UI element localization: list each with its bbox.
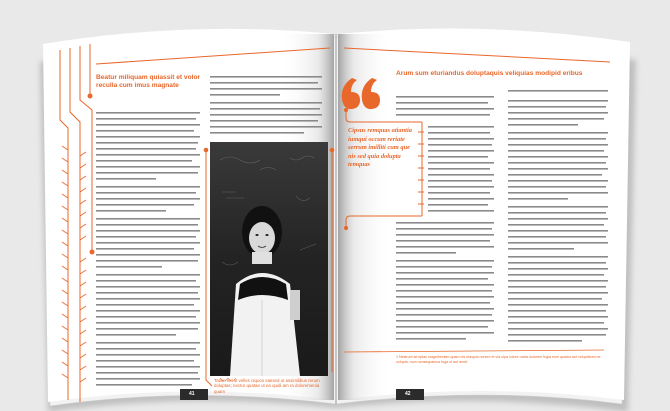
left-heading: Beatur miliquam quiassit et volor reculla cum imus magnate (96, 74, 201, 89)
footnote: 1 Nestrum ist eptas magniheniam quam nis esequis nonem et vid ulpa volore nobis dolorem fugia eum quiatur aut voluptatum ne volupta, num nonsequamus fuga ut aut amet. (396, 355, 601, 364)
left-page-number: 41 (189, 391, 195, 397)
right-page (338, 29, 630, 400)
photo-caption: Tation vel ut velles niquos saesed ut assimilibus rerum doluptas; nectur quatae ut ea quidi am ra doloremenia quam (214, 378, 320, 394)
right-heading: Arum sum eturiandus doluptaquis veliquias modipid eribus (396, 70, 583, 77)
pull-quote: Cipsus remquas atiantia iumqui occum reriate serrum imilliti cum que nis sed quia dolupta temquas (348, 127, 412, 169)
right-page-number: 42 (405, 391, 411, 397)
girl-at-chalkboard-photo (210, 142, 328, 376)
